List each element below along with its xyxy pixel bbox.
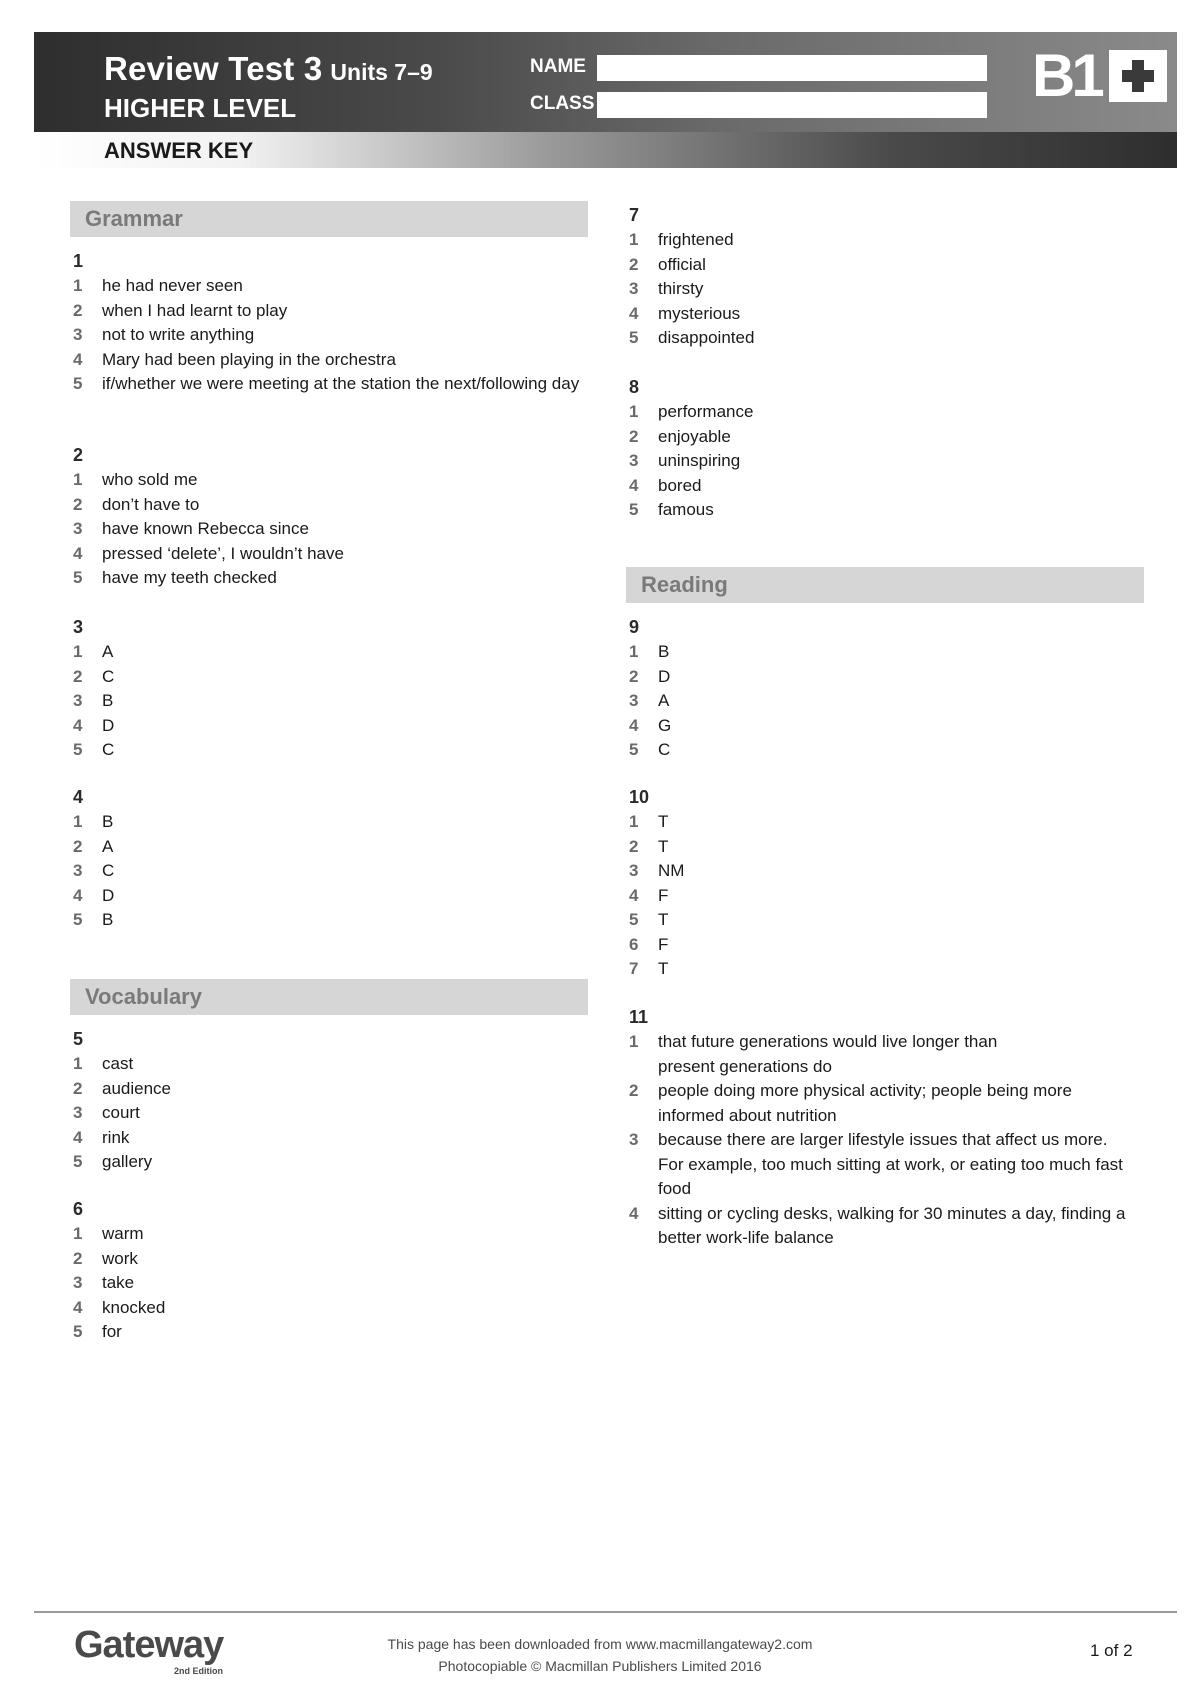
- item-answer: people doing more physical activity; people being more informed about nutrition: [658, 1081, 1072, 1125]
- level-label: HIGHER LEVEL: [104, 93, 297, 123]
- question-number: 10: [629, 787, 650, 807]
- item-number: 4: [629, 1203, 639, 1223]
- page-number: 1 of 2: [1090, 1641, 1133, 1660]
- item-answer: Mary had been playing in the orchestra: [102, 349, 396, 369]
- item-number: 1: [629, 812, 639, 831]
- item-number: 5: [73, 740, 83, 759]
- list-item: [629, 277, 1149, 302]
- list-item: [73, 1052, 593, 1077]
- section-title: Grammar: [85, 206, 183, 231]
- name-label: NAME: [530, 56, 586, 77]
- item-number: 2: [73, 1078, 83, 1098]
- list-item: [629, 859, 1149, 884]
- list-item: [629, 957, 1149, 982]
- item-answer: T: [658, 959, 669, 978]
- list-item: [73, 299, 593, 324]
- item-answer: have my teeth checked: [102, 568, 277, 587]
- question-number: 1: [73, 251, 84, 271]
- item-answer: who sold me: [102, 470, 198, 489]
- item-answer: audience: [102, 1078, 172, 1098]
- item-answer: C: [102, 740, 115, 759]
- question-3: [73, 614, 593, 763]
- list-item: [629, 498, 1149, 523]
- item-number: 4: [73, 1297, 83, 1317]
- list-item: [73, 835, 593, 860]
- question-8: [629, 374, 1149, 523]
- list-item: [629, 810, 1149, 835]
- list-item: [629, 253, 1149, 278]
- item-answer: performance: [658, 402, 754, 421]
- section-title: Vocabulary: [85, 984, 202, 1009]
- copyright-note: Photocopiable © Macmillan Publishers Limited 2016: [438, 1658, 762, 1674]
- list-item: [73, 1271, 593, 1296]
- item-number: 2: [73, 666, 83, 686]
- question-2: [73, 442, 593, 591]
- list-item: [629, 326, 1149, 351]
- item-number: 4: [629, 475, 639, 495]
- item-answer: he had never seen: [102, 276, 243, 295]
- item-number: 3: [629, 1130, 639, 1149]
- item-number: 4: [629, 303, 639, 323]
- item-number: 1: [629, 402, 639, 421]
- question-number: 9: [629, 617, 640, 637]
- section-reading: [626, 567, 1144, 603]
- list-item: [629, 908, 1149, 933]
- item-answer: D: [658, 666, 671, 686]
- item-number: 2: [629, 426, 639, 446]
- item-number: 1: [73, 812, 83, 831]
- item-number: 1: [73, 1054, 83, 1073]
- list-item: [73, 859, 593, 884]
- item-number: 5: [629, 500, 639, 519]
- item-answer: disappointed: [658, 328, 755, 347]
- item-answer: mysterious: [658, 303, 741, 323]
- question-number: 6: [73, 1199, 84, 1219]
- item-number: 4: [629, 885, 639, 905]
- list-item: [73, 640, 593, 665]
- item-answer: when I had learnt to play: [102, 300, 288, 320]
- question-7: [629, 202, 1149, 351]
- item-number: 6: [629, 934, 639, 954]
- item-number: 7: [629, 959, 639, 978]
- question-10: [629, 784, 1149, 982]
- question-number: 11: [629, 1007, 649, 1027]
- item-answer: cast: [102, 1054, 134, 1073]
- item-number: 5: [73, 374, 83, 393]
- item-number: 5: [73, 1152, 83, 1171]
- item-number: 4: [73, 715, 83, 735]
- question-number: 2: [73, 445, 84, 465]
- level-logo: [1032, 42, 1167, 109]
- download-note: This page has been downloaded from www.macmillangateway2.com: [387, 1636, 813, 1652]
- question-5: [73, 1026, 593, 1175]
- item-answer: B: [102, 691, 114, 710]
- item-answer: if/whether we were meeting at the station the next/following day: [102, 374, 580, 393]
- level-logo-text: B1: [1032, 42, 1101, 109]
- item-answer: sitting or cycling desks, walking for 30 minutes a day, finding a better work-life balance: [658, 1203, 1126, 1247]
- list-item: [73, 517, 593, 542]
- list-item: [73, 1150, 593, 1175]
- list-item: [629, 1202, 1129, 1251]
- question-1: [73, 248, 593, 397]
- item-number: 3: [73, 1103, 83, 1122]
- item-number: 4: [629, 715, 639, 735]
- item-answer: T: [658, 836, 669, 856]
- class-label: CLASS: [530, 93, 595, 114]
- item-answer: work: [102, 1248, 138, 1268]
- item-answer: F: [658, 885, 669, 905]
- title-units: Units 7–9: [330, 59, 433, 85]
- item-answer: C: [658, 740, 671, 759]
- item-answer: enjoyable: [658, 426, 731, 446]
- list-item: [629, 302, 1149, 327]
- list-item: [629, 474, 1149, 499]
- plus-icon: [1109, 50, 1167, 102]
- gateway-logo: [74, 1624, 224, 1676]
- list-item: [73, 1296, 593, 1321]
- list-item: [73, 1247, 593, 1272]
- item-answer: don’t have to: [102, 494, 200, 514]
- answer-key-heading: ANSWER KEY: [104, 138, 254, 163]
- list-item: [629, 400, 1149, 425]
- item-number: 2: [73, 494, 83, 514]
- item-answer: take: [102, 1273, 135, 1292]
- item-number: 2: [629, 836, 639, 856]
- item-answer: C: [102, 666, 115, 686]
- question-number: 8: [629, 377, 640, 397]
- item-number: 3: [629, 691, 639, 710]
- item-answer: B: [102, 910, 114, 929]
- item-number: 1: [73, 276, 83, 295]
- item-number: 2: [629, 666, 639, 686]
- question-4: [73, 784, 593, 933]
- item-answer: NM: [658, 861, 685, 880]
- item-answer: that future generations would live longer than present generations do: [658, 1032, 998, 1076]
- question-number: 5: [73, 1029, 84, 1049]
- name-field[interactable]: [597, 55, 987, 81]
- list-item: [73, 493, 593, 518]
- item-answer: uninspiring: [658, 451, 741, 470]
- list-item: [73, 908, 593, 933]
- footer-credits: [300, 1633, 900, 1677]
- item-answer: have known Rebecca since: [102, 519, 309, 538]
- list-item: [73, 274, 593, 299]
- list-item: [629, 933, 1149, 958]
- question-11: [629, 1004, 1129, 1251]
- list-item: [73, 1320, 593, 1345]
- list-item: [629, 884, 1149, 909]
- list-item: [629, 714, 1149, 739]
- list-item: [629, 1128, 1129, 1202]
- item-number: 4: [73, 543, 83, 563]
- item-answer: not to write anything: [102, 325, 255, 344]
- item-answer: knocked: [102, 1297, 166, 1317]
- list-item: [73, 884, 593, 909]
- item-number: 5: [73, 568, 83, 587]
- list-item: [629, 738, 1149, 763]
- list-item: [73, 372, 593, 397]
- item-number: 3: [73, 325, 83, 344]
- item-answer: for: [102, 1322, 122, 1341]
- item-number: 2: [73, 836, 83, 856]
- item-number: 5: [629, 328, 639, 347]
- list-item: [73, 1222, 593, 1247]
- list-item: [73, 566, 593, 591]
- item-number: 2: [629, 1081, 639, 1100]
- list-item: [73, 665, 593, 690]
- footer-divider: [34, 1611, 1177, 1613]
- item-answer: warm: [102, 1224, 144, 1243]
- list-item: [73, 468, 593, 493]
- list-item: [73, 1126, 593, 1151]
- list-item: [73, 348, 593, 373]
- list-item: [73, 542, 593, 567]
- item-answer: famous: [658, 500, 714, 519]
- item-number: 2: [73, 1248, 83, 1268]
- item-answer: A: [102, 836, 114, 856]
- item-answer: bored: [658, 475, 702, 495]
- edition-label: 2nd Edition: [174, 1666, 223, 1676]
- item-number: 1: [73, 1224, 83, 1243]
- item-answer: thirsty: [658, 279, 704, 298]
- gateway-logo-text: Gateway: [74, 1624, 224, 1666]
- item-number: 4: [73, 1127, 83, 1147]
- item-answer: because there are larger lifestyle issues that affect us more. For example, too much sitting at work, or eating too much fast food: [658, 1130, 1123, 1198]
- list-item: [629, 689, 1149, 714]
- question-number: 4: [73, 787, 84, 807]
- item-answer: B: [102, 812, 114, 831]
- item-answer: frightened: [658, 230, 734, 249]
- section-title: Reading: [641, 572, 728, 597]
- title-main: Review Test 3: [104, 50, 323, 87]
- item-answer: T: [658, 910, 669, 929]
- item-number: 1: [629, 642, 639, 661]
- item-answer: G: [658, 715, 672, 735]
- item-answer: official: [658, 254, 706, 274]
- item-number: 3: [629, 279, 639, 298]
- item-number: 1: [73, 642, 83, 661]
- item-number: 5: [629, 740, 639, 759]
- item-answer: pressed ‘delete’, I wouldn’t have: [102, 543, 344, 563]
- test-title: [104, 50, 433, 88]
- list-item: [73, 810, 593, 835]
- item-number: 3: [73, 519, 83, 538]
- item-number: 5: [629, 910, 639, 929]
- list-item: [73, 1101, 593, 1126]
- item-number: 3: [73, 1273, 83, 1292]
- list-item: [73, 1077, 593, 1102]
- item-answer: B: [658, 642, 670, 661]
- question-number: 3: [73, 617, 84, 637]
- item-number: 3: [73, 861, 83, 880]
- item-number: 4: [73, 349, 83, 369]
- item-number: 1: [73, 470, 83, 489]
- class-field[interactable]: [597, 92, 987, 118]
- item-number: 2: [73, 300, 83, 320]
- list-item: [73, 738, 593, 763]
- list-item: [73, 323, 593, 348]
- question-6: [73, 1196, 593, 1345]
- list-item: [73, 689, 593, 714]
- item-answer: F: [658, 934, 669, 954]
- list-item: [629, 449, 1149, 474]
- list-item: [629, 640, 1149, 665]
- item-answer: D: [102, 715, 115, 735]
- item-number: 1: [629, 1032, 639, 1051]
- item-number: 5: [73, 910, 83, 929]
- item-answer: A: [658, 691, 670, 710]
- item-number: 3: [629, 451, 639, 470]
- list-item: [629, 1079, 1129, 1128]
- item-number: 5: [73, 1322, 83, 1341]
- question-number: 7: [629, 205, 640, 225]
- section-vocabulary: [70, 979, 588, 1015]
- item-answer: T: [658, 812, 669, 831]
- item-number: 4: [73, 885, 83, 905]
- list-item: [629, 1030, 1129, 1079]
- list-item: [73, 714, 593, 739]
- item-number: 2: [629, 254, 639, 274]
- item-answer: rink: [102, 1127, 130, 1147]
- list-item: [629, 835, 1149, 860]
- item-answer: A: [102, 642, 114, 661]
- section-grammar: [70, 201, 588, 237]
- item-answer: D: [102, 885, 115, 905]
- item-number: 3: [629, 861, 639, 880]
- item-number: 3: [73, 691, 83, 710]
- list-item: [629, 228, 1149, 253]
- item-answer: court: [102, 1103, 140, 1122]
- list-item: [629, 425, 1149, 450]
- item-answer: C: [102, 861, 115, 880]
- item-number: 1: [629, 230, 639, 249]
- item-answer: gallery: [102, 1152, 153, 1171]
- question-9: [629, 614, 1149, 763]
- list-item: [629, 665, 1149, 690]
